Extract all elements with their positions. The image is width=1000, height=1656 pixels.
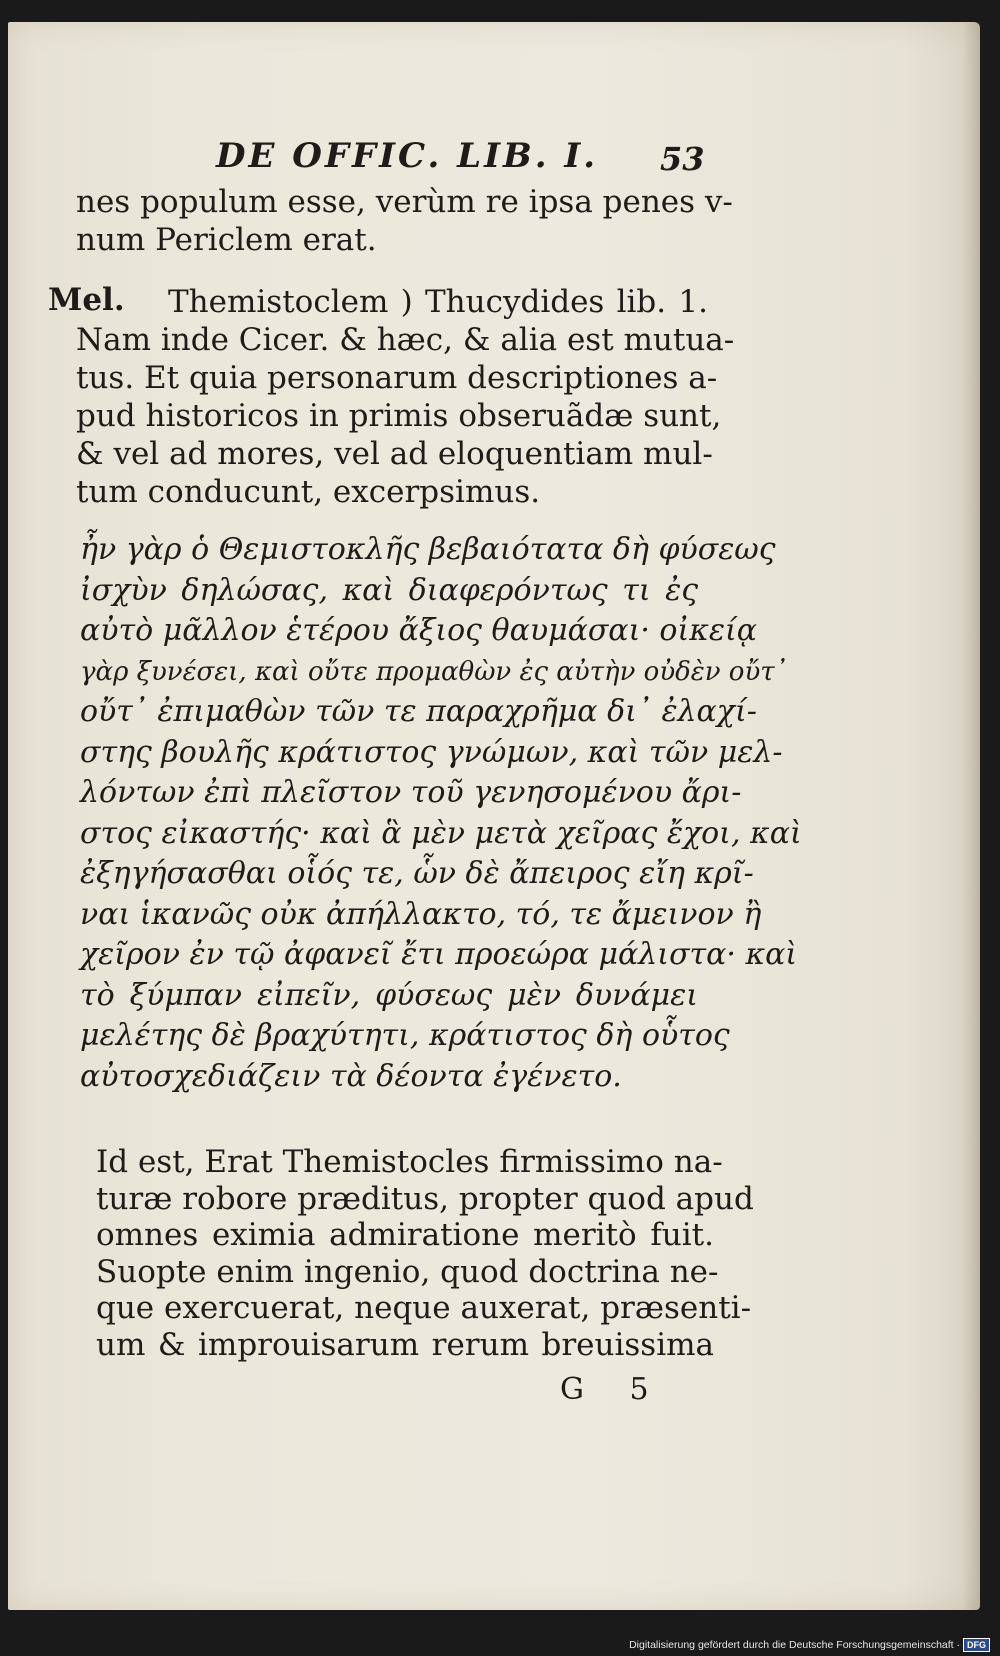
text-line: um & improuisarum rerum breuissima (96, 1326, 714, 1363)
text-line: nes populum esse, verùm re ipsa penes v- (76, 184, 733, 220)
credit-text: Digitalisierung gefördert durch die Deutsche Forschungsgemeinschaft · (629, 1639, 960, 1651)
latin-translation (96, 1144, 754, 1363)
greek-line: αὐτοσχεδιάζειν τὰ δέοντα ἐγένετο. (80, 1058, 622, 1094)
greek-line: ναι ἱκανῶς οὐκ ἀπήλλακτο, τό, τε ἄμεινον ἢ (80, 896, 762, 932)
text-line: Id est, Erat Themistocles firmissimo na- (96, 1144, 723, 1180)
folio-number: 53 (660, 140, 705, 178)
text-line: que exercuerat, neque auxerat, præsenti- (96, 1290, 752, 1326)
greek-line: λόντων ἐπὶ πλεῖστον τοῦ γενησομένου ἄρι- (80, 775, 742, 810)
text-line: Suopte enim ingenio, quod doctrina ne- (96, 1253, 719, 1290)
digitization-credit (629, 1638, 990, 1652)
greek-quotation (80, 530, 802, 1097)
greek-line: στης βουλῆς κράτιστος γνώμων, καὶ τῶν μελ- (80, 734, 783, 770)
paragraph-top (76, 183, 733, 259)
greek-line: ἰσχὺν δηλώσας, καὶ διαφερόντως τι ἐς (80, 572, 698, 608)
greek-line: οὔτ᾽ ἐπιμαθὼν τῶν τε παραχρῆμα δι᾽ ἐλαχί- (80, 694, 757, 729)
running-title: DE OFFIC. LIB. I. (216, 136, 599, 176)
greek-line: χεῖρον ἐν τῷ ἀφανεῖ ἔτι προεώρα μάλιστα· καὶ (80, 937, 798, 972)
page-edge-shadow (962, 22, 980, 1610)
greek-line: τὸ ξύμπαν εἰπεῖν, φύσεως μὲν δυνάμει (80, 977, 698, 1013)
text-line: & vel ad mores, vel ad eloquentiam mul- (76, 436, 713, 472)
paragraph-mel (76, 283, 735, 511)
text-line: tum conducunt, excerpsimus. (76, 474, 541, 510)
margin-note: Mel. (48, 282, 125, 318)
greek-line: αὐτὸ μᾶλλον ἑτέρου ἄξιος θαυμάσαι· οἰκείᾳ (80, 613, 758, 648)
greek-line: ἦν γὰρ ὁ Θεμιστοκλῆς βεβαιότατα δὴ φύσεως (80, 532, 776, 567)
text-line: omnes eximia admiratione meritò fuit. (96, 1217, 714, 1253)
signature-mark: G 5 (560, 1372, 667, 1407)
greek-line: γὰρ ξυνέσει, καὶ οὔτε προμαθὼν ἐς αὐτὴν οὐδὲν οὔτ᾽ (80, 656, 788, 687)
dfg-logo: DFG (963, 1638, 990, 1652)
text-line: Themistoclem ) Thucydides lib. 1. (168, 284, 708, 320)
text-line: turæ robore præditus, propter quod apud (96, 1180, 754, 1217)
greek-line: στος εἰκαστής· καὶ ἃ μὲν μετὰ χεῖρας ἔχοι, καὶ (80, 815, 802, 851)
greek-line: μελέτης δὲ βραχύτητι, κράτιστος δὴ οὗτος (80, 1018, 730, 1053)
text-line: tus. Et quia personarum descriptiones a- (76, 360, 718, 396)
text-line: Nam inde Cicer. & hæc, & alia est mutua- (76, 322, 735, 358)
greek-line: ἐξηγήσασθαι οἷός τε, ὧν δὲ ἄπειρος εἴη κρῖ- (80, 856, 754, 891)
text-line: pud historicos in primis obseruãdæ sunt, (76, 398, 722, 434)
text-line: num Periclem erat. (76, 222, 377, 258)
